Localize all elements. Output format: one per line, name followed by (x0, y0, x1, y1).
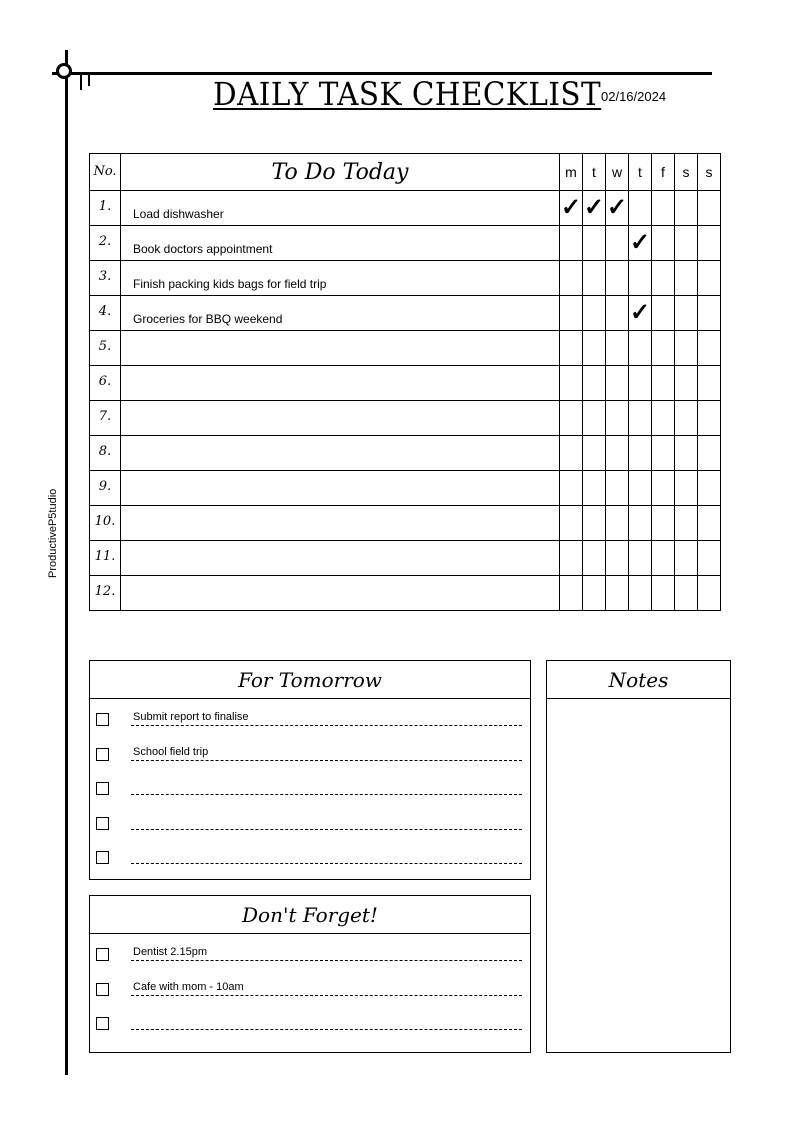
day-check-cell[interactable] (675, 366, 698, 401)
dont-forget-heading: Don't Forget! (90, 896, 530, 934)
checkbox[interactable] (96, 817, 109, 830)
day-check-cell[interactable] (583, 226, 606, 261)
row-number: 2. (90, 226, 121, 261)
dashed-line (131, 995, 522, 996)
list-item (90, 969, 530, 1004)
day-check-cell[interactable] (583, 436, 606, 471)
day-check-cell[interactable] (652, 331, 675, 366)
todo-row (90, 401, 721, 436)
day-check-cell[interactable] (629, 471, 652, 506)
dashed-line (131, 760, 522, 761)
day-check-cell[interactable] (698, 506, 721, 541)
todo-row (90, 436, 721, 471)
row-number: 1. (90, 191, 121, 226)
day-check-cell[interactable] (698, 226, 721, 261)
day-check-cell[interactable] (652, 436, 675, 471)
day-check-cell[interactable] (629, 191, 652, 226)
day-header: t (583, 154, 606, 191)
day-check-cell[interactable] (583, 541, 606, 576)
day-check-cell[interactable] (675, 261, 698, 296)
task-cell[interactable] (121, 471, 560, 506)
day-check-cell[interactable] (675, 401, 698, 436)
checkbox[interactable] (96, 782, 109, 795)
day-check-cell[interactable] (560, 191, 583, 226)
day-check-cell[interactable] (560, 296, 583, 331)
day-check-cell[interactable] (675, 331, 698, 366)
row-number: 9. (90, 471, 121, 506)
day-check-cell[interactable] (652, 296, 675, 331)
day-check-cell[interactable] (606, 576, 629, 611)
dont-forget-list (90, 934, 530, 1038)
task-cell[interactable] (121, 261, 560, 296)
day-check-cell[interactable] (560, 541, 583, 576)
day-check-cell[interactable] (629, 436, 652, 471)
checkbox[interactable] (96, 1017, 109, 1030)
checkbox[interactable] (96, 713, 109, 726)
day-check-cell[interactable] (560, 331, 583, 366)
page-title: DAILY TASK CHECKLIST (213, 75, 602, 113)
row-number: 12. (90, 576, 121, 611)
checkbox[interactable] (96, 748, 109, 761)
row-number: 8. (90, 436, 121, 471)
notes-box (546, 660, 731, 1053)
day-check-cell[interactable] (675, 436, 698, 471)
task-text (121, 466, 559, 470)
list-item-text: School field trip (133, 745, 209, 758)
todo-row (90, 191, 721, 226)
task-cell[interactable] (121, 436, 560, 471)
day-check-cell[interactable] (606, 366, 629, 401)
tomorrow-box (89, 660, 531, 880)
header-ornament (80, 72, 82, 90)
task-text (121, 361, 559, 365)
day-check-cell[interactable] (675, 576, 698, 611)
task-cell[interactable] (121, 191, 560, 226)
dashed-line (131, 829, 522, 830)
task-cell[interactable] (121, 576, 560, 611)
list-item (90, 699, 530, 734)
margin-line (65, 50, 68, 1075)
day-check-cell[interactable] (652, 366, 675, 401)
task-text (121, 396, 559, 400)
task-cell[interactable] (121, 541, 560, 576)
task-text: Finish packing kids bags for field trip (133, 277, 327, 291)
checkbox[interactable] (96, 948, 109, 961)
todo-row (90, 506, 721, 541)
todo-row (90, 261, 721, 296)
day-check-cell[interactable] (606, 331, 629, 366)
day-check-cell[interactable] (629, 401, 652, 436)
checkmark-icon: ✓ (606, 194, 628, 221)
date-label: 02/16/2024 (601, 89, 667, 104)
day-check-cell[interactable] (675, 471, 698, 506)
day-check-cell[interactable] (560, 226, 583, 261)
task-cell[interactable] (121, 296, 560, 331)
day-check-cell[interactable] (629, 261, 652, 296)
list-item (90, 768, 530, 803)
task-text (121, 571, 559, 575)
list-item (90, 837, 530, 872)
row-number: 5. (90, 331, 121, 366)
day-check-cell[interactable] (606, 226, 629, 261)
day-check-cell[interactable] (583, 331, 606, 366)
row-number: 4. (90, 296, 121, 331)
day-check-cell[interactable] (675, 296, 698, 331)
day-check-cell[interactable] (652, 576, 675, 611)
day-check-cell[interactable] (629, 296, 652, 331)
day-check-cell[interactable] (652, 471, 675, 506)
day-check-cell[interactable] (606, 191, 629, 226)
day-check-cell[interactable] (629, 506, 652, 541)
todo-row (90, 366, 721, 401)
brand-label: ProductiveP5tudio (47, 488, 59, 578)
todo-row (90, 541, 721, 576)
day-check-cell[interactable] (583, 296, 606, 331)
day-check-cell[interactable] (652, 506, 675, 541)
day-check-cell[interactable] (606, 471, 629, 506)
task-text: Load dishwasher (133, 207, 224, 221)
todo-header-row (90, 154, 721, 191)
day-check-cell[interactable] (560, 261, 583, 296)
checkbox[interactable] (96, 851, 109, 864)
day-check-cell[interactable] (698, 366, 721, 401)
dashed-line (131, 863, 522, 864)
header-ornament (88, 72, 90, 86)
row-number: 11. (90, 541, 121, 576)
day-check-cell[interactable] (698, 191, 721, 226)
day-header: f (652, 154, 675, 191)
day-check-cell[interactable] (583, 506, 606, 541)
dashed-line (131, 794, 522, 795)
task-cell[interactable] (121, 331, 560, 366)
list-item-text: Dentist 2.15pm (133, 946, 207, 958)
task-cell[interactable] (121, 506, 560, 541)
day-header: w (606, 154, 629, 191)
day-check-cell[interactable] (629, 541, 652, 576)
dashed-line (131, 725, 522, 726)
day-check-cell[interactable] (606, 296, 629, 331)
notes-area[interactable] (547, 699, 730, 1049)
day-check-cell[interactable] (629, 331, 652, 366)
day-check-cell[interactable] (652, 191, 675, 226)
day-check-cell[interactable] (606, 261, 629, 296)
list-item (90, 803, 530, 838)
day-check-cell[interactable] (629, 576, 652, 611)
day-check-cell[interactable] (652, 261, 675, 296)
day-check-cell[interactable] (652, 401, 675, 436)
day-header: m (560, 154, 583, 191)
dashed-line (131, 960, 522, 961)
day-check-cell[interactable] (652, 541, 675, 576)
day-check-cell[interactable] (583, 366, 606, 401)
checkbox[interactable] (96, 983, 109, 996)
todo-table (89, 153, 721, 611)
task-text (121, 431, 559, 435)
task-text: Book doctors appointment (133, 242, 273, 256)
list-item (90, 1003, 530, 1038)
checkmark-icon: ✓ (629, 299, 651, 326)
day-check-cell[interactable] (629, 226, 652, 261)
todo-row (90, 576, 721, 611)
list-item-text: Cafe with mom - 10am (133, 980, 244, 993)
row-number: 6. (90, 366, 121, 401)
list-item (90, 734, 530, 769)
day-check-cell[interactable] (698, 471, 721, 506)
tomorrow-heading: For Tomorrow (90, 661, 530, 699)
dashed-line (131, 1029, 522, 1030)
todo-heading: To Do Today (121, 154, 560, 191)
day-check-cell[interactable] (606, 436, 629, 471)
day-check-cell[interactable] (629, 366, 652, 401)
day-check-cell[interactable] (560, 401, 583, 436)
task-cell[interactable] (121, 226, 560, 261)
todo-row (90, 331, 721, 366)
day-check-cell[interactable] (583, 576, 606, 611)
task-cell[interactable] (121, 366, 560, 401)
day-check-cell[interactable] (560, 506, 583, 541)
day-check-cell[interactable] (560, 471, 583, 506)
day-check-cell[interactable] (698, 436, 721, 471)
ring-ornament (56, 63, 72, 79)
task-text (121, 606, 559, 610)
day-check-cell[interactable] (583, 401, 606, 436)
task-text (121, 501, 559, 505)
day-check-cell[interactable] (606, 401, 629, 436)
checkmark-icon: ✓ (629, 229, 651, 256)
day-check-cell[interactable] (675, 541, 698, 576)
day-check-cell[interactable] (698, 576, 721, 611)
row-number: 3. (90, 261, 121, 296)
day-header: s (675, 154, 698, 191)
checkmark-icon: ✓ (560, 194, 582, 221)
list-item-text: Submit report to finalise (133, 711, 249, 723)
notes-heading: Notes (547, 661, 730, 699)
task-cell[interactable] (121, 401, 560, 436)
day-check-cell[interactable] (675, 226, 698, 261)
day-header: t (629, 154, 652, 191)
day-check-cell[interactable] (606, 506, 629, 541)
list-item (90, 934, 530, 969)
day-check-cell[interactable] (698, 261, 721, 296)
row-number: 10. (90, 506, 121, 541)
day-check-cell[interactable] (583, 261, 606, 296)
row-number: 7. (90, 401, 121, 436)
day-check-cell[interactable] (675, 191, 698, 226)
day-check-cell[interactable] (698, 401, 721, 436)
day-check-cell[interactable] (583, 191, 606, 226)
day-header: s (698, 154, 721, 191)
tomorrow-list (90, 699, 530, 872)
day-check-cell[interactable] (560, 436, 583, 471)
task-text (121, 536, 559, 540)
day-check-cell[interactable] (698, 541, 721, 576)
day-check-cell[interactable] (675, 506, 698, 541)
todo-row (90, 296, 721, 331)
checkmark-icon: ✓ (583, 194, 605, 221)
todo-row (90, 226, 721, 261)
no-header: No. (90, 154, 121, 191)
dont-forget-box (89, 895, 531, 1053)
day-check-cell[interactable] (606, 541, 629, 576)
day-check-cell[interactable] (652, 226, 675, 261)
todo-row (90, 471, 721, 506)
day-check-cell[interactable] (698, 331, 721, 366)
task-text: Groceries for BBQ weekend (133, 312, 283, 326)
day-check-cell[interactable] (698, 296, 721, 331)
day-check-cell[interactable] (583, 471, 606, 506)
day-check-cell[interactable] (560, 576, 583, 611)
day-check-cell[interactable] (560, 366, 583, 401)
